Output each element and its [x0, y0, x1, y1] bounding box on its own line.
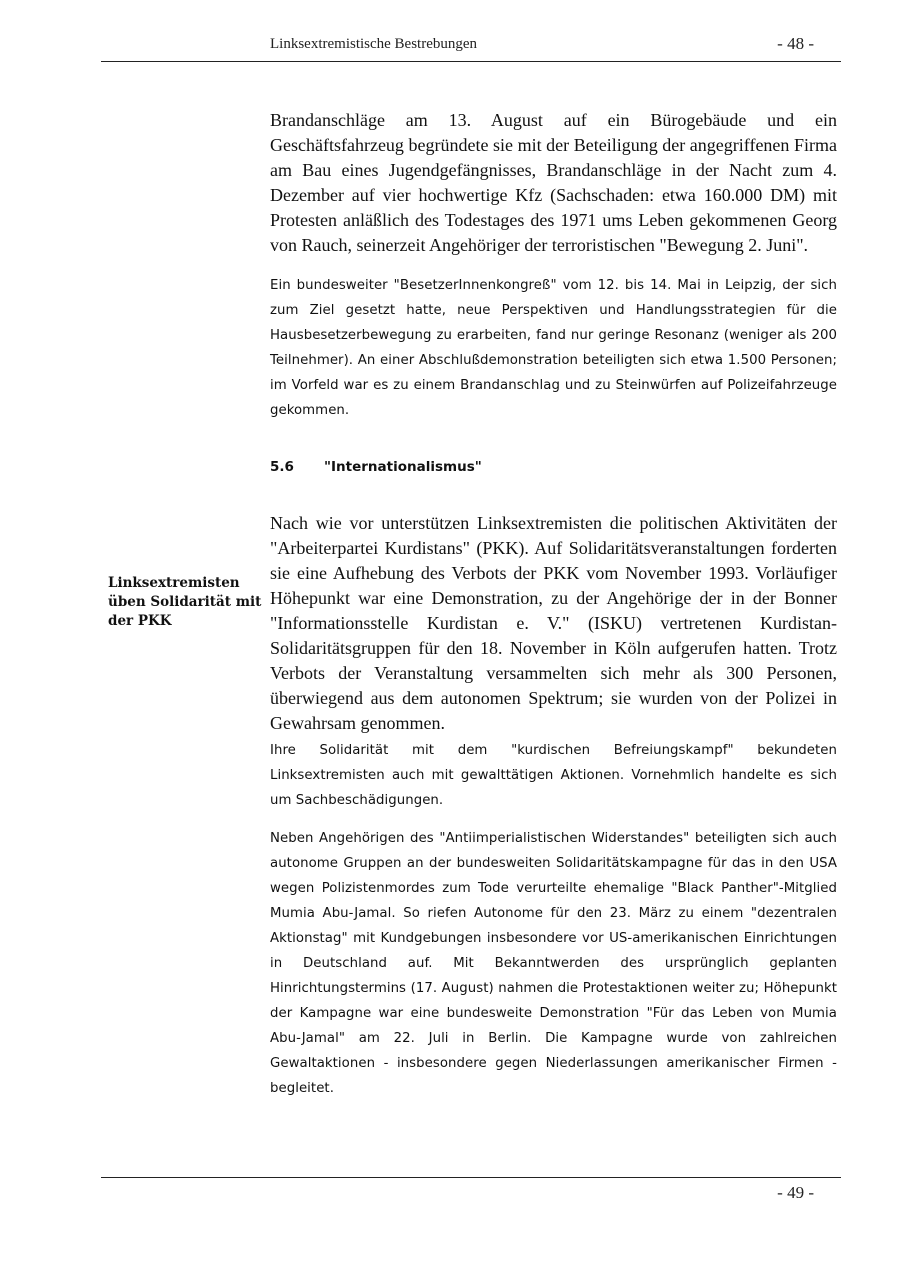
header-page-number: - 48 -	[777, 34, 814, 53]
paragraph-besetzerkongress: Ein bundesweiter "BesetzerInnenkongreß" vom 12. bis 14. Mai in Leipzig, der sich zum Ziel gesetzt hatte, neue Perspektiven und Handlungsstrategien für die Hausbesetzerbewegung zu erarbeiten, fand nur geringe Resonanz (weniger als 200 Teilnehmer). An einer Abschlußdemonstration beteiligten sich etwa 1.500 Personen; im Vorfeld war es zu einem Brandanschlag und zu Steinwürfen auf Polizeifahrzeuge gekommen.	[270, 278, 837, 418]
section-number: 5.6	[270, 459, 294, 475]
footer-page-number: - 49 -	[777, 1183, 814, 1202]
header-rule	[101, 61, 841, 62]
section-title: "Internationalismus"	[324, 459, 482, 475]
margin-note: Linksextremisten üben Solidarität mit der PKK	[108, 575, 262, 629]
paragraph-gewaltaktionen: Ihre Solidarität mit dem "kurdischen Befreiungskampf" bekundeten Linksextremisten auch mit gewalttätigen Aktionen. Vornehmlich handelte es sich um Sachbeschädigungen.	[270, 743, 837, 808]
paragraph-mumia-kampagne: Neben Angehörigen des "Antiimperialistischen Widerstandes" beteiligten sich auch autonome Gruppen an der bundesweiten Solidaritätskampagne für das in den USA wegen Polizistenmordes zum Tode verurteilte ehemalige "Black Panther"-Mitglied Mumia Abu-Jamal. So riefen Autonome für den 23. März zu einem "dezentralen Aktionstag" mit Kundgebungen insbesondere vor US-amerikanischen Einrichtungen in Deutschland auf. Mit Bekanntwerden des ursprünglich geplanten Hinrichtungstermins (17. August) nahmen die Protestaktionen weiter zu; Höhepunkt der Kampagne war eine bundesweite Demonstration "Für das Leben von Mumia Abu-Jamal" am 22. Juli in Berlin. Die Kampagne wurde von zahlreichen Gewaltaktionen - insbesondere gegen Niederlassungen amerikanischer Firmen - begleitet.	[270, 831, 837, 1096]
footer-rule	[101, 1177, 841, 1178]
paragraph-pkk-solidaritaet: Nach wie vor unterstützen Linksextremisten die politischen Aktivitäten der "Arbeiterpartei Kurdistans" (PKK). Auf Solidaritätsveranstaltungen forderten sie eine Aufhebung des Verbots der PKK vom November 1993. Vorläufiger Höhepunkt war eine Demonstration, zu der Angehörige der in der Bonner "Informationsstelle Kurdistan e. V." (ISKU) vertretenen Kurdistan-Solidaritätsgruppen für den 18. November in Köln aufgerufen hatten. Trotz Verbots der Veranstaltung versammelten sich mehr als 300 Personen, überwiegend aus dem autonomen Spektrum; sie wurden von der Polizei in Gewahrsam genommen.	[270, 513, 837, 733]
section-heading	[270, 459, 482, 475]
running-header-title: Linksextremistische Bestrebungen	[270, 36, 478, 52]
paragraph-brandanschlaege: Brandanschläge am 13. August auf ein Bürogebäude und ein Geschäftsfahrzeug begründete sie mit der Beteiligung der angegriffenen Firma am Bau eines Jugendgefängnisses, Brandanschläge in der Nacht zum 4. Dezember auf vier hochwertige Kfz (Sachschaden: etwa 160.000 DM) mit Protesten anläßlich des Todestages des 1971 ums Leben gekommenen Georg von Rauch, seinerzeit Angehöriger der terroristischen "Bewegung 2. Juni".	[270, 110, 837, 255]
